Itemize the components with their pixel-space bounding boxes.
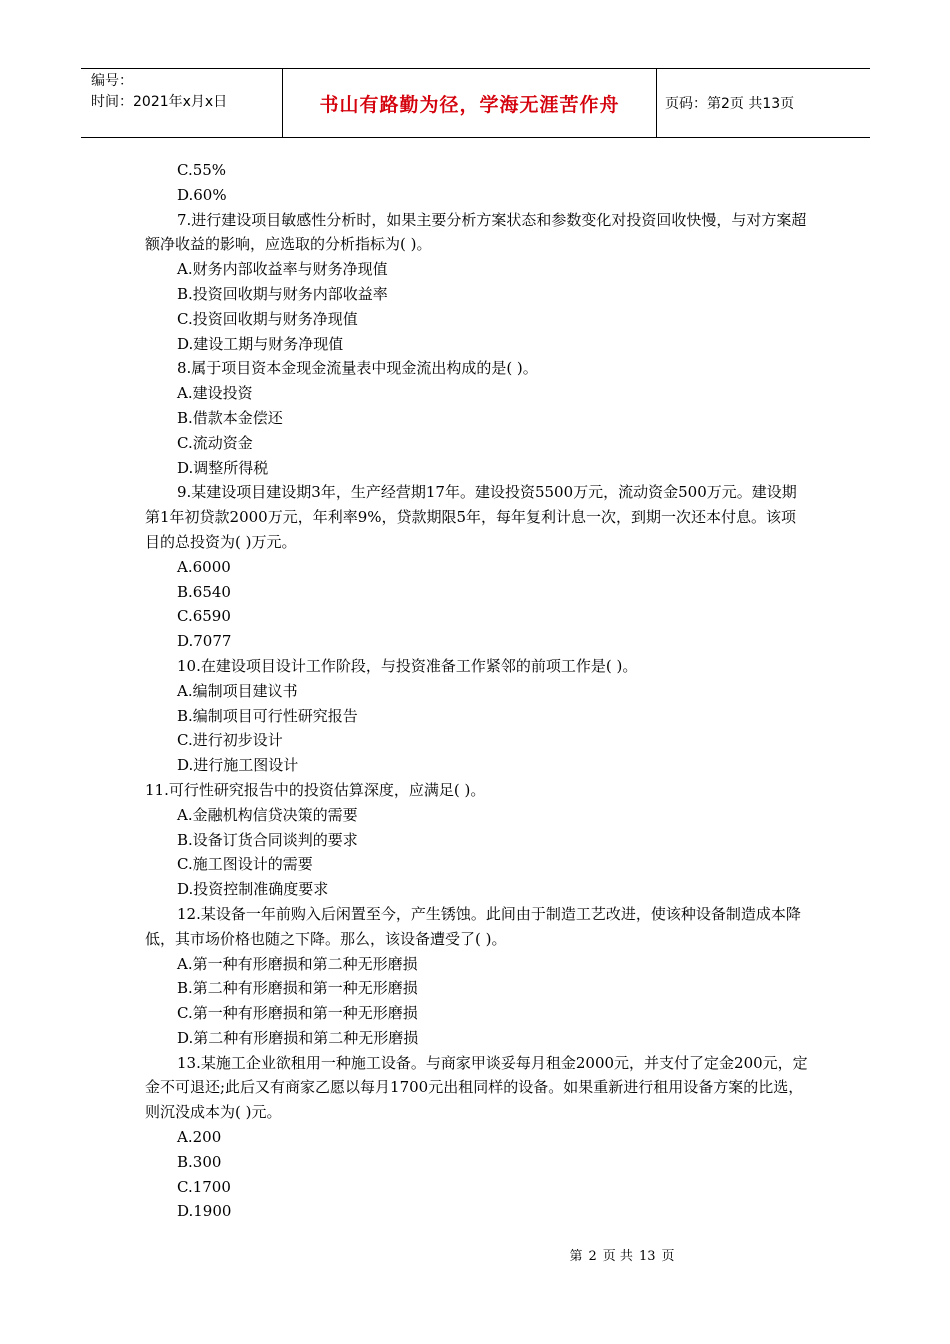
page-footer — [0, 1245, 950, 1264]
footer-suffix: 页 — [661, 1249, 675, 1264]
serial-label: 编号： — [91, 73, 133, 89]
text-line: 7.进行建设项目敏感性分析时，如果主要分析方案状态和参数变化对投资回收快慢，与对方案超额净收益的影响，应选取的分析指标为( )。 — [145, 210, 807, 254]
text-line: B.第二种有形磨损和第一种无形磨损 — [177, 979, 418, 998]
footer-prefix: 第 — [569, 1249, 583, 1264]
text-line: D.第二种有形磨损和第二种无形磨损 — [177, 1028, 419, 1047]
text-line: B.设备订货合同谈判的要求 — [177, 830, 358, 849]
date-text: 时间：2021年x月x日 — [91, 94, 228, 110]
text-line: C.1700 — [177, 1177, 231, 1196]
text-line: 9.某建设项目建设期3年，生产经营期17年。建设投资5500万元，流动资金500万元。建设期第1年初贷款2000万元，年利率9%，贷款期限5年，每年复利计息一次，到期一次还本付息。该项目的总投资为( )万元。 — [145, 483, 797, 551]
text-line: D.进行施工图设计 — [177, 756, 299, 775]
text-line: C.6590 — [177, 607, 231, 626]
text-line: B.编制项目可行性研究报告 — [177, 706, 358, 725]
footer-mid: 页 共 — [602, 1249, 633, 1264]
text-line: 12.某设备一年前购入后闲置至今，产生锈蚀。此间由于制造工艺改进，使该种设备制造成本降低，其市场价格也随之下降。那么，该设备遭受了( )。 — [145, 904, 801, 948]
text-line: A.编制项目建议书 — [177, 681, 298, 700]
text-line: C.第一种有形磨损和第一种无形磨损 — [177, 1004, 418, 1023]
text-line: D.1900 — [177, 1202, 232, 1221]
text-line: 8.属于项目资本金现金流量表中现金流出构成的是( )。 — [177, 359, 538, 378]
footer-page-number: 2 — [588, 1249, 597, 1264]
page-code: 页码：第2页 共13页 — [665, 96, 795, 112]
text-line: C.投资回收期与财务净现值 — [177, 309, 358, 328]
text-line: A.6000 — [177, 557, 231, 576]
text-line: A.建设投资 — [177, 384, 253, 403]
text-line: 11.可行性研究报告中的投资估算深度，应满足( )。 — [145, 780, 486, 799]
text-line: A.金融机构信贷决策的需要 — [177, 805, 358, 824]
text-line: D.7077 — [177, 632, 232, 651]
text-line: C.55% — [177, 161, 227, 179]
text-line: A.第一种有形磨损和第二种无形磨损 — [177, 954, 418, 973]
text-line: C.流动资金 — [177, 433, 253, 452]
text-line: B.借款本金偿还 — [177, 408, 283, 427]
text-line: 13.某施工企业欲租用一种施工设备。与商家甲谈妥每月租金2000元，并支付了定金200元，定金不可退还;此后又有商家乙愿以每月1700元出租同样的设备。如果重新进行租用设备方案的比选，则沉没成本为( )元。 — [145, 1053, 808, 1122]
text-line: C.施工图设计的需要 — [177, 855, 313, 874]
text-line: B.6540 — [177, 582, 231, 601]
text-line: D.建设工期与财务净现值 — [177, 334, 344, 353]
text-line: A.200 — [177, 1128, 222, 1147]
document-header — [81, 68, 870, 138]
text-line: D.60% — [177, 185, 227, 204]
text-line: D.调整所得税 — [177, 458, 269, 477]
motto: 书山有路勤为径，学海无涯苦作舟 — [282, 69, 657, 137]
text-line: 10.在建设项目设计工作阶段，与投资准备工作紧邻的前项工作是( )。 — [177, 656, 638, 675]
footer-total-pages: 13 — [638, 1249, 656, 1264]
text-line: A.财务内部收益率与财务净现值 — [177, 260, 388, 279]
header-left-cell — [81, 69, 281, 137]
text-line: C.进行初步设计 — [177, 731, 283, 750]
question-body — [145, 158, 810, 1224]
text-line: B.投资回收期与财务内部收益率 — [177, 284, 388, 303]
text-line: B.300 — [177, 1152, 222, 1171]
text-line: D.投资控制准确度要求 — [177, 880, 329, 899]
